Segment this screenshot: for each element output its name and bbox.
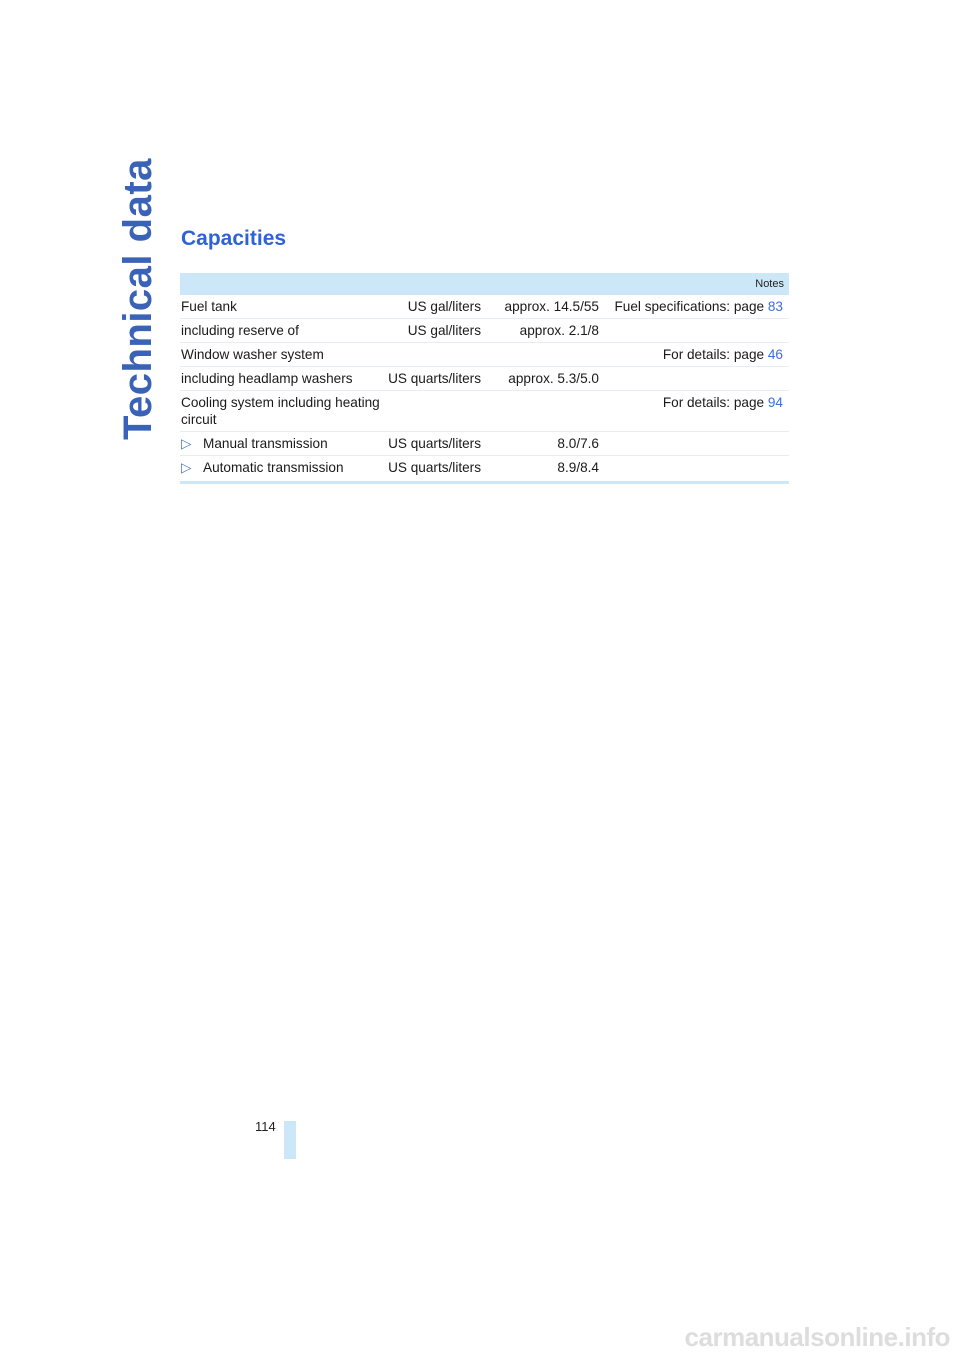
item-label: Fuel tank	[181, 299, 237, 314]
value-cell	[483, 391, 601, 432]
value-cell: approx. 5.3/5.0	[483, 367, 601, 391]
item-text: Automatic transmission	[203, 460, 344, 475]
item-label: including reserve of	[180, 319, 381, 343]
item-label	[180, 456, 381, 483]
value-cell: approx. 14.5/55	[504, 299, 599, 314]
notes-cell	[601, 319, 789, 343]
capacities-table	[180, 273, 789, 484]
table-row	[180, 367, 789, 391]
bullet-arrow-icon: ▷	[181, 436, 192, 451]
note-text: Fuel specifications: page	[614, 299, 768, 314]
value-cell	[483, 343, 601, 367]
notes-cell	[601, 295, 789, 319]
table-row	[180, 432, 789, 456]
unit-cell: US gal/liters	[407, 299, 481, 314]
page-link[interactable]: 46	[767, 347, 783, 362]
item-text: Manual transmission	[203, 436, 328, 451]
unit-cell: US gal/liters	[381, 319, 483, 343]
notes-cell	[601, 367, 789, 391]
page-number: 114	[255, 1119, 276, 1134]
section-title: Capacities	[181, 227, 287, 250]
side-section-title: Technical data	[116, 158, 160, 440]
table-row	[180, 295, 789, 319]
item-label: Cooling system including heating circuit	[180, 391, 381, 432]
page-link[interactable]: 94	[767, 395, 783, 410]
table-row	[180, 319, 789, 343]
notes-cell	[601, 391, 789, 432]
page-marker-bar	[284, 1121, 296, 1159]
unit-cell: US quarts/liters	[381, 367, 483, 391]
unit-cell	[381, 343, 483, 367]
table-row	[180, 391, 789, 432]
notes-cell	[601, 432, 789, 456]
notes-column-header: Notes	[180, 273, 789, 295]
note-text: For details: page	[662, 347, 768, 362]
page-link[interactable]: 83	[767, 299, 783, 314]
notes-cell	[601, 456, 789, 483]
table-row	[180, 343, 789, 367]
table-row	[180, 456, 789, 483]
unit-cell	[381, 391, 483, 432]
value-cell: 8.0/7.6	[483, 432, 601, 456]
watermark: carmanualsonline.info	[684, 1322, 950, 1352]
note-text: For details: page	[662, 395, 768, 410]
item-label	[180, 432, 381, 456]
bullet-arrow-icon: ▷	[181, 460, 192, 475]
item-label: including headlamp washers	[180, 367, 381, 391]
notes-cell	[601, 343, 789, 367]
value-cell: approx. 2.1/8	[483, 319, 601, 343]
item-label: Window washer system	[180, 343, 381, 367]
unit-cell: US quarts/liters	[381, 456, 483, 483]
value-cell: 8.9/8.4	[483, 456, 601, 483]
unit-cell: US quarts/liters	[381, 432, 483, 456]
